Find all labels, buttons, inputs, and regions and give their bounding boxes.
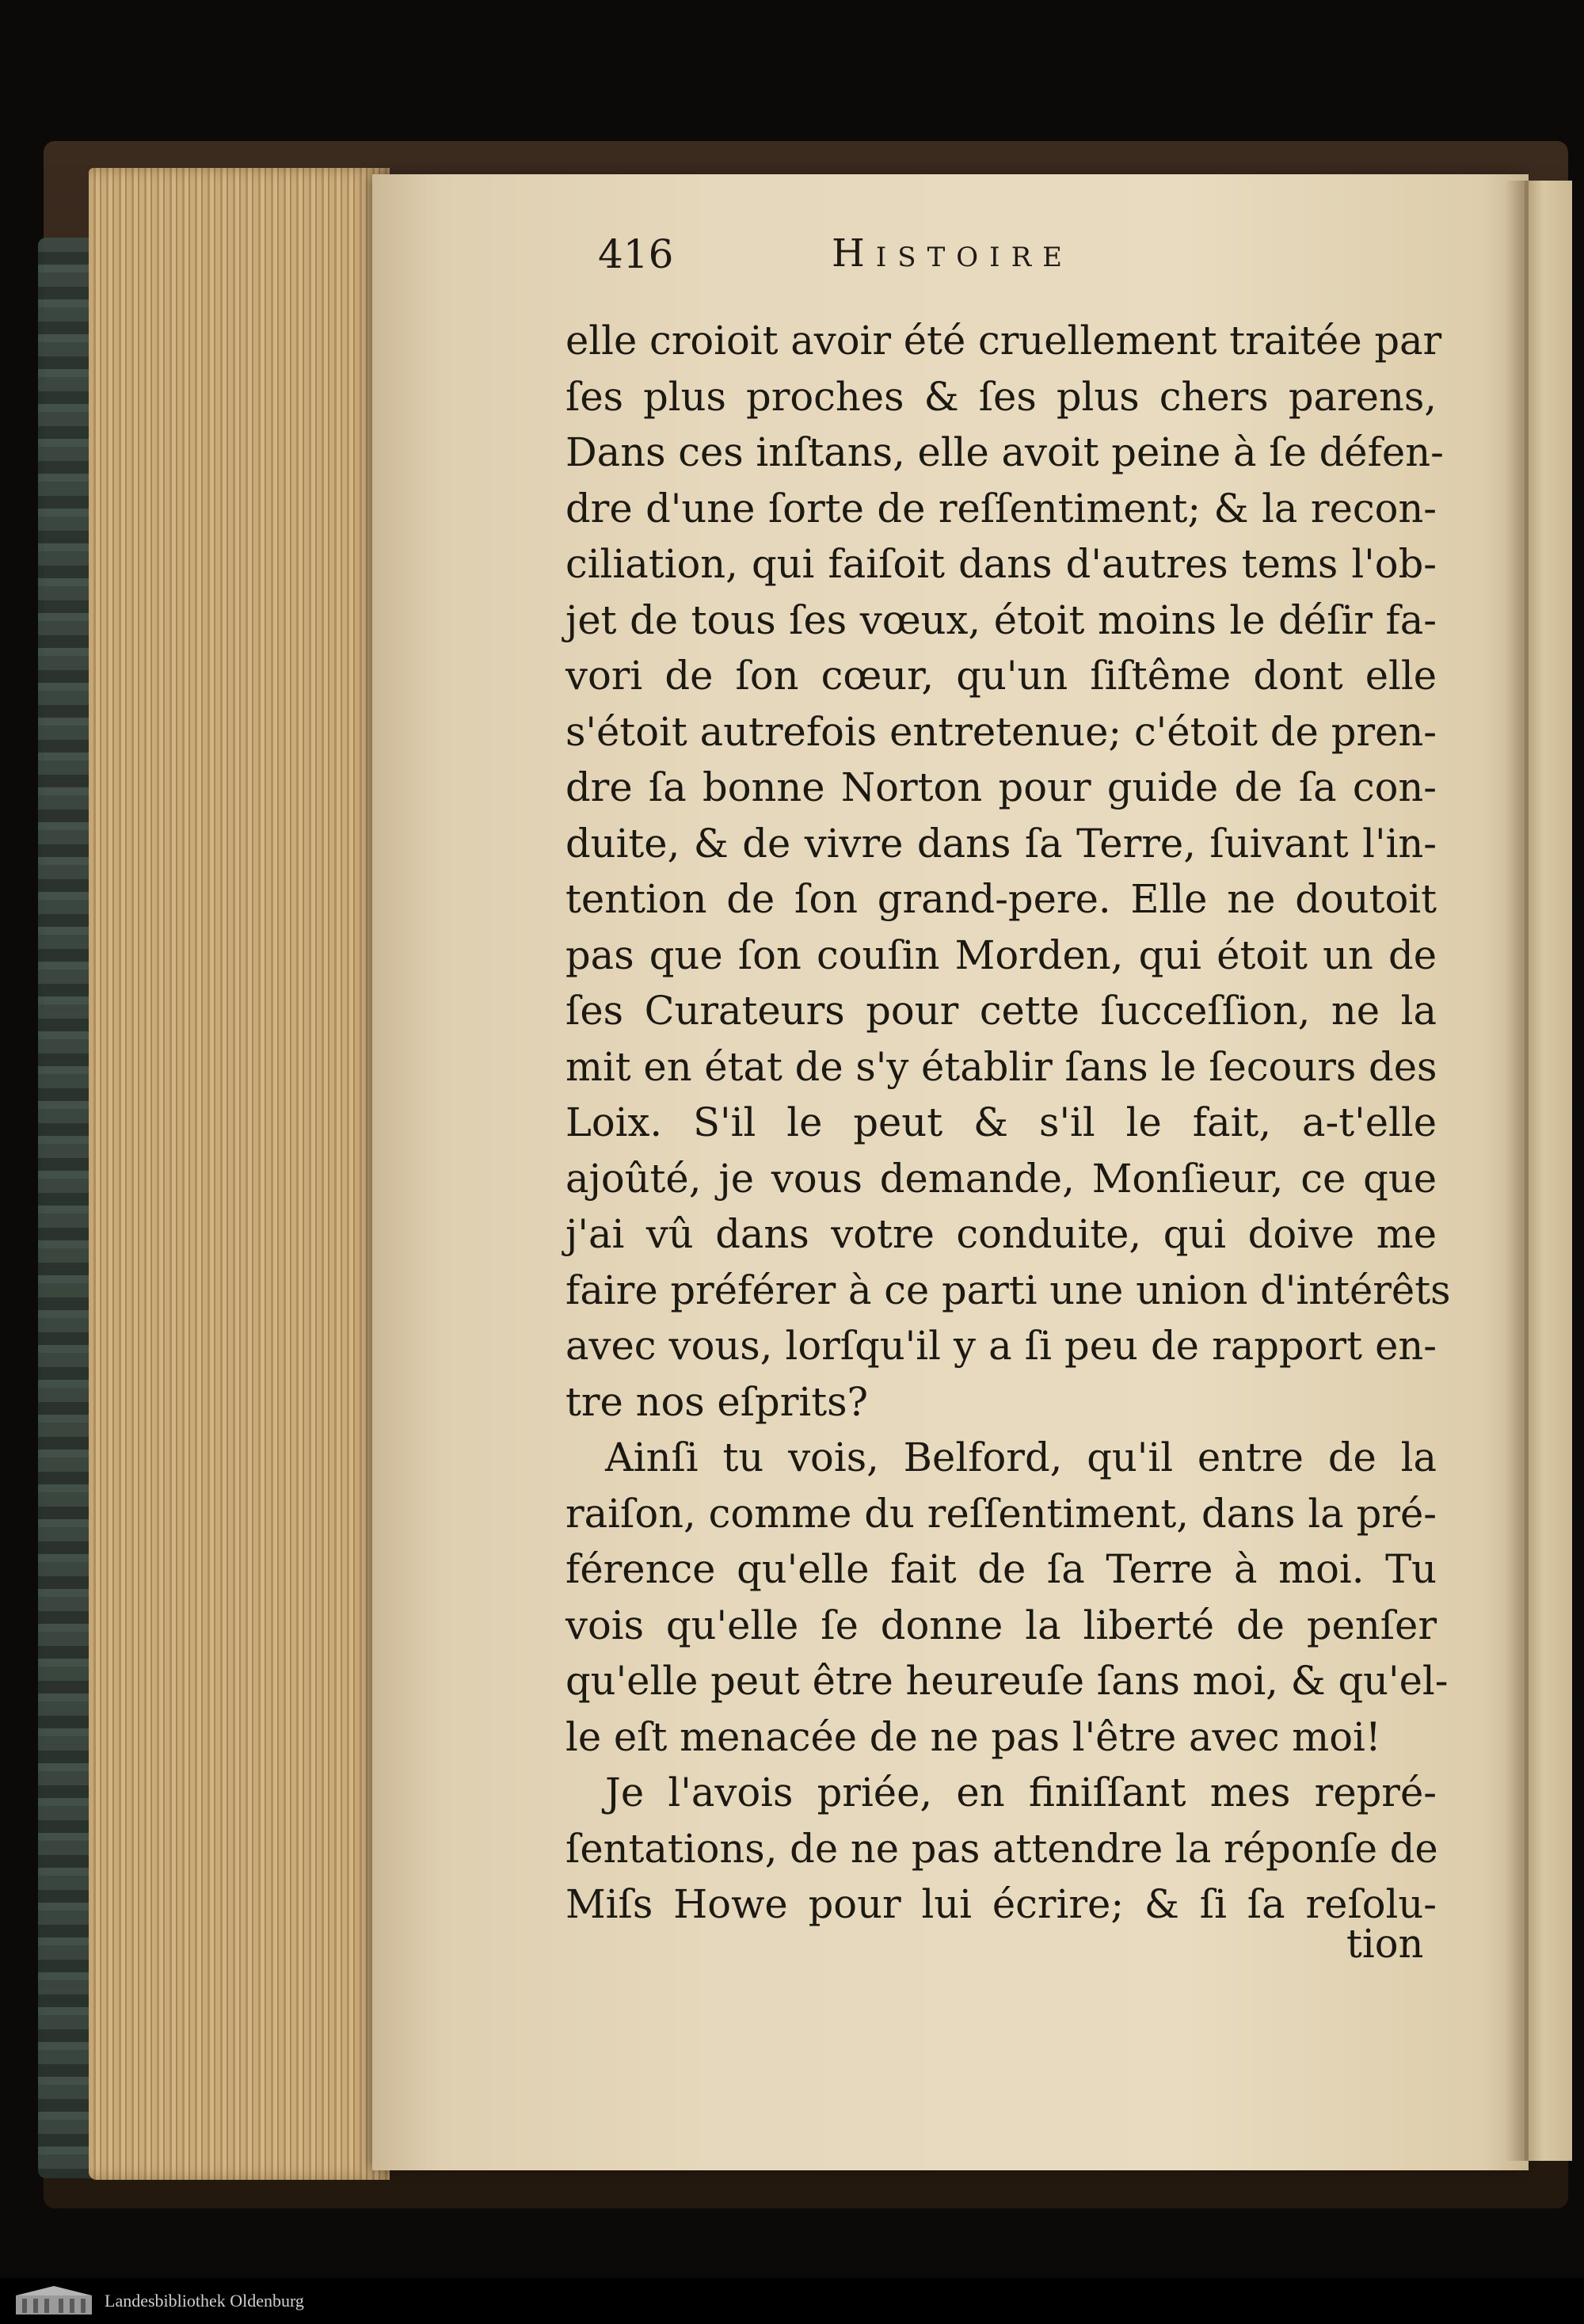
text-line: duite, & de vivre dans ſa Terre, ſuivant l'in- (565, 820, 1437, 867)
library-name: Landesbibliothek Oldenburg (105, 2291, 304, 2311)
text-line: vois qu'elle ſe donne la liberté de penſer (565, 1602, 1437, 1648)
text-line: dre d'une ſorte de reſſentiment; & la recon- (565, 485, 1437, 531)
library-building-icon (14, 2284, 93, 2316)
text-line: Loix. S'il le peut & s'il le fait, a-t'elle (565, 1099, 1437, 1145)
text-line: tre nos eſprits? (565, 1378, 869, 1425)
text-line: le eſt menacée de ne pas l'être avec moi! (565, 1713, 1381, 1760)
text-line: Ainſi tu vois, Belford, qu'il entre de la (605, 1434, 1437, 1480)
text-line: ciliation, qui faiſoit dans d'autres tems l'ob- (565, 541, 1437, 587)
text-line: Je l'avois priée, en finiſſant mes repré- (605, 1770, 1437, 1815)
running-title: Histoire (832, 231, 1073, 276)
gutter-shadow (1505, 181, 1529, 2161)
catchword: tion (1346, 1921, 1424, 1967)
text-line: ajoûté, je vous demande, Monſieur, ce que (565, 1155, 1437, 1202)
text-line: Miſs Howe pour lui écrire; & ſi ſa reſolu- (565, 1881, 1437, 1927)
text-line: vori de ſon cœur, qu'un ſiſtême dont elle (565, 653, 1437, 699)
text-line: qu'elle peut être heureuſe ſans moi, & qu'el- (565, 1658, 1449, 1704)
text-line: dre ſa bonne Norton pour guide de ſa con- (565, 764, 1437, 810)
text-line: j'ai vû dans votre conduite, qui doive me (565, 1211, 1437, 1257)
marbled-cover-edge (38, 238, 93, 2178)
text-line: pas que ſon couſin Morden, qui étoit un de (565, 932, 1437, 978)
text-line: férence qu'elle fait de ſa Terre à moi. Tu (565, 1546, 1437, 1592)
text-line: avec vous, lorſqu'il y a ſi peu de rapport en- (565, 1323, 1437, 1369)
text-line: ſes plus proches & ſes plus chers parens, (565, 373, 1437, 420)
text-line: Dans ces inſtans, elle avoit peine à ſe défen- (565, 429, 1444, 475)
page-number: 416 (598, 231, 674, 277)
page-block-edge (89, 168, 390, 2180)
text-line: elle croioit avoir été cruellement traitée par (565, 318, 1442, 364)
text-line: jet de tous ſes vœux, étoit moins le déſir fa- (565, 596, 1437, 643)
text-line: raiſon, comme du reſſentiment, dans la pré- (565, 1490, 1437, 1537)
text-line: mit en état de s'y établir ſans le ſecours des (565, 1043, 1437, 1090)
text-line: s'étoit autrefois entretenue; c'étoit de pren- (565, 708, 1437, 755)
text-line: ſentations, de ne pas attendre la réponſe de (565, 1825, 1438, 1872)
facing-page-edge (1525, 181, 1572, 2161)
text-line: ſes Curateurs pour cette ſucceſſion, ne la (565, 988, 1437, 1034)
text-line: faire préférer à ce parti une union d'intérêts (565, 1267, 1451, 1313)
text-line: tention de ſon grand-pere. Elle ne doutoit (565, 876, 1437, 922)
